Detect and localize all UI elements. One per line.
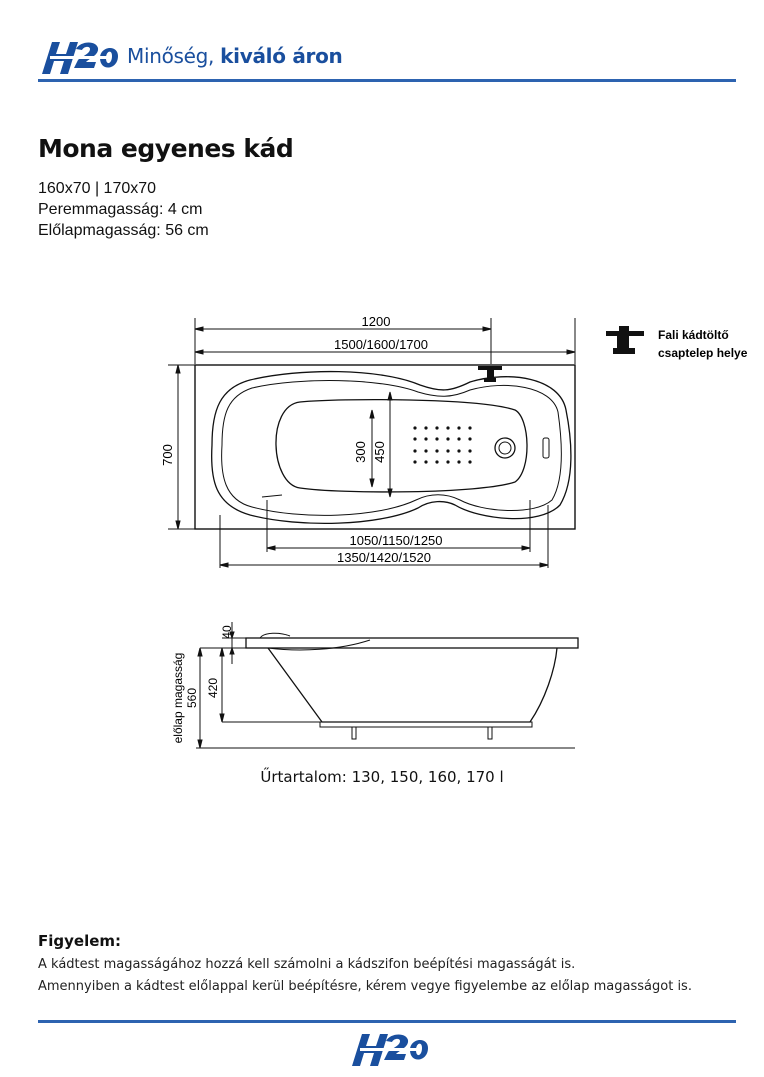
dim-1050: 1050/1150/1250 — [349, 533, 443, 548]
technical-drawing — [150, 310, 764, 770]
capacity: Űrtartalom: 130, 150, 160, 170 l — [260, 768, 504, 786]
dim-420: 420 — [206, 677, 220, 699]
dim-450: 450 — [372, 441, 387, 463]
dim-560: 560 — [185, 687, 199, 709]
notice-title: Figyelem: — [38, 932, 122, 950]
footer-rule — [38, 1020, 736, 1023]
dim-300: 300 — [353, 441, 368, 463]
header-rule — [38, 79, 736, 82]
side-label: előlap magasság — [171, 652, 185, 744]
dim-1200: 1200 — [361, 314, 391, 329]
h2o-logo — [38, 38, 120, 78]
dim-1500: 1500/1600/1700 — [334, 337, 428, 352]
faucet-label-2: csaptelep helye — [658, 346, 748, 360]
product-sizes: 160x70 | 170x70 — [38, 180, 157, 197]
dim-1350: 1350/1420/1520 — [337, 550, 431, 565]
footer-h2o-logo — [348, 1030, 430, 1070]
faucet-label-1: Fali kádtöltő — [658, 328, 729, 342]
tagline-normal: Minőség, — [127, 44, 221, 68]
dim-40: 40 — [220, 625, 234, 639]
tagline — [127, 44, 342, 68]
dim-700: 700 — [160, 444, 175, 466]
front-panel-height: Előlapmagasság: 56 cm — [38, 222, 209, 239]
faucet-legend-icon — [606, 326, 644, 354]
product-title: Mona egyenes kád — [38, 134, 294, 163]
rim-height: Peremmagasság: 4 cm — [38, 201, 203, 218]
notice-line-1: A kádtest magasságához hozzá kell számolni a kádszifon beépítési magasságát is. — [38, 957, 576, 972]
tagline-bold: kiváló áron — [220, 44, 343, 68]
notice-line-2: Amennyiben a kádtest előlappal kerül beépítésre, kérem vegye figyelembe az előlap magasságot is. — [38, 979, 692, 994]
